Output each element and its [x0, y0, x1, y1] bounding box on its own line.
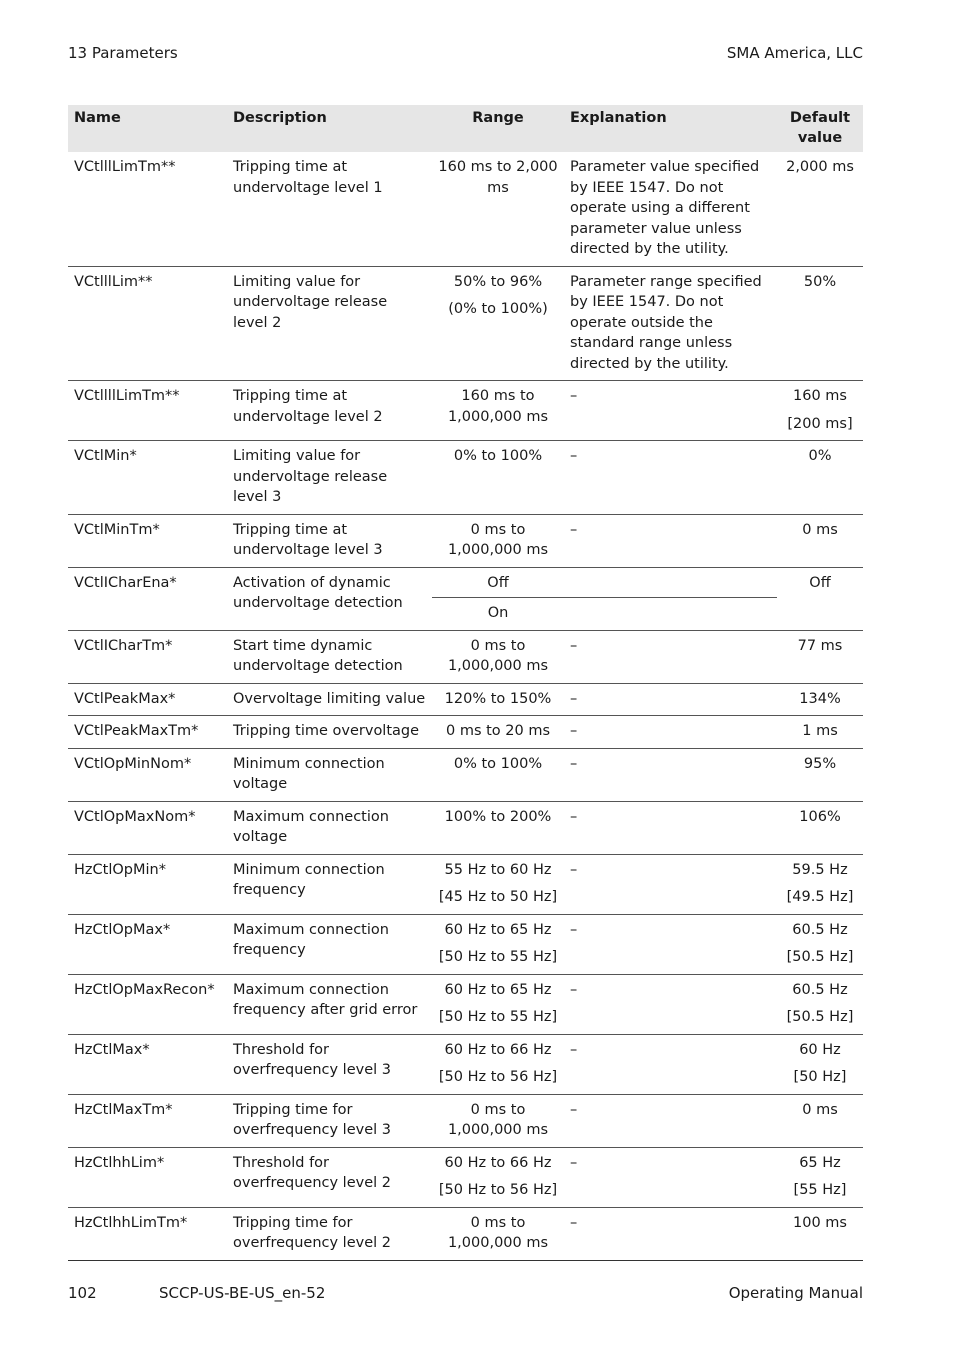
param-default-secondary: [55 Hz] — [793, 1182, 847, 1198]
param-range-primary: 60 Hz to 66 Hz — [444, 1041, 552, 1058]
param-range-primary: 100% to 200% — [444, 808, 552, 825]
param-name: VCtlICharEna* — [68, 567, 227, 630]
param-range-secondary: [50 Hz to 55 Hz] — [438, 949, 558, 965]
param-default — [777, 914, 863, 974]
param-option-off-explanation — [564, 567, 777, 598]
param-default — [777, 381, 863, 441]
page-header-section: 13 Parameters — [68, 44, 178, 62]
param-default-primary: 106% — [799, 808, 841, 825]
param-range-primary: 0 ms to 1,000,000 ms — [447, 521, 549, 558]
table-row — [68, 716, 863, 749]
param-default-primary: 95% — [803, 755, 837, 772]
param-explanation: – — [564, 1207, 777, 1260]
param-range — [432, 1034, 564, 1094]
param-default-primary: 60.5 Hz — [792, 981, 848, 998]
param-name: HzCtlOpMaxRecon* — [68, 974, 227, 1034]
table-row — [68, 266, 863, 381]
param-range — [432, 441, 564, 515]
param-default-primary: 1 ms — [802, 723, 838, 739]
param-name: VCtlPeakMaxTm* — [68, 716, 227, 749]
param-range-primary: 60 Hz to 65 Hz — [444, 981, 552, 998]
param-explanation: – — [564, 716, 777, 749]
param-range-primary: 0 ms to 1,000,000 ms — [447, 1214, 549, 1251]
param-range-secondary: [50 Hz to 56 Hz] — [438, 1069, 558, 1085]
param-description: Maximum connection voltage — [227, 801, 432, 854]
param-default-secondary: [50.5 Hz] — [786, 949, 854, 965]
param-range — [432, 716, 564, 749]
param-range — [432, 630, 564, 683]
param-default — [777, 683, 863, 716]
param-explanation: – — [564, 914, 777, 974]
param-name: VCtlMin* — [68, 441, 227, 515]
param-default-primary: 59.5 Hz — [792, 861, 848, 878]
table-row — [68, 1147, 863, 1207]
param-default — [777, 266, 863, 381]
param-name: VCtlllLim** — [68, 266, 227, 381]
param-name: HzCtlhhLimTm* — [68, 1207, 227, 1260]
param-name: VCtlOpMinNom* — [68, 748, 227, 801]
param-name: VCtlOpMaxNom* — [68, 801, 227, 854]
document-code: SCCP-US-BE-US_en-52 — [159, 1284, 326, 1302]
table-row — [68, 1094, 863, 1147]
param-default — [777, 1034, 863, 1094]
param-range-primary: 160 ms to 1,000,000 ms — [447, 388, 549, 425]
table-header-row — [68, 105, 863, 152]
table-row — [68, 1034, 863, 1094]
param-description: Minimum connection frequency — [227, 854, 432, 914]
param-name: HzCtlMax* — [68, 1034, 227, 1094]
param-explanation: – — [564, 748, 777, 801]
param-explanation: – — [564, 974, 777, 1034]
param-name: HzCtlOpMin* — [68, 854, 227, 914]
param-default-primary: 134% — [799, 690, 841, 707]
param-name: HzCtlOpMax* — [68, 914, 227, 974]
param-description: Tripping time at undervoltage level 2 — [227, 381, 432, 441]
param-name: VCtllllLimTm** — [68, 381, 227, 441]
parameters-table — [68, 105, 863, 1261]
page-header-company: SMA America, LLC — [726, 44, 863, 62]
param-default — [777, 441, 863, 515]
param-default-primary: 65 Hz — [799, 1154, 841, 1171]
param-description: Activation of dynamic undervoltage detection — [227, 567, 432, 630]
header-explanation: Explanation — [564, 105, 777, 152]
param-default — [777, 1207, 863, 1260]
param-description: Maximum connection frequency — [227, 914, 432, 974]
param-default — [777, 854, 863, 914]
param-explanation: – — [564, 1094, 777, 1147]
param-range-primary: 55 Hz to 60 Hz — [444, 861, 552, 878]
table-row — [68, 152, 863, 266]
table-row — [68, 1207, 863, 1260]
param-range-primary: 0% to 100% — [453, 755, 543, 772]
param-range-primary: 0 ms to 1,000,000 ms — [447, 1101, 549, 1138]
param-description: Minimum connection voltage — [227, 748, 432, 801]
param-range — [432, 683, 564, 716]
param-range-primary: 0 ms to 1,000,000 ms — [447, 637, 549, 674]
param-name: VCtlICharTm* — [68, 630, 227, 683]
table-row — [68, 974, 863, 1034]
param-default — [777, 514, 863, 567]
param-default — [777, 801, 863, 854]
param-range — [432, 1094, 564, 1147]
table-row — [68, 567, 863, 598]
table-row — [68, 381, 863, 441]
param-default-primary: 2,000 ms — [786, 159, 854, 175]
param-option-on-explanation — [564, 598, 777, 631]
param-range — [432, 801, 564, 854]
param-explanation: – — [564, 441, 777, 515]
param-default-primary: 77 ms — [797, 637, 843, 654]
param-default — [777, 716, 863, 749]
param-description: Tripping time for overfrequency level 2 — [227, 1207, 432, 1260]
param-description: Threshold for overfrequency level 2 — [227, 1147, 432, 1207]
param-description: Threshold for overfrequency level 3 — [227, 1034, 432, 1094]
param-description: Tripping time overvoltage — [227, 716, 432, 749]
param-explanation: – — [564, 630, 777, 683]
param-default-primary: 0 ms — [802, 521, 838, 538]
param-option-on: On — [432, 598, 564, 631]
param-name: HzCtlhhLim* — [68, 1147, 227, 1207]
param-default-primary: 160 ms — [793, 388, 847, 404]
param-default — [777, 1147, 863, 1207]
param-range-primary: 160 ms to 2,000 ms — [438, 159, 558, 196]
param-range-primary: 60 Hz to 65 Hz — [444, 921, 552, 938]
table-row — [68, 683, 863, 716]
param-description: Tripping time for overfrequency level 3 — [227, 1094, 432, 1147]
param-default: Off — [777, 567, 863, 630]
param-explanation: – — [564, 514, 777, 567]
param-range-primary: 120% to 150% — [444, 690, 552, 707]
param-default-primary: 0% — [808, 448, 832, 464]
param-range — [432, 266, 564, 381]
param-default — [777, 630, 863, 683]
param-name: VCtlPeakMax* — [68, 683, 227, 716]
header-range: Range — [432, 105, 564, 152]
param-range-secondary: [50 Hz to 56 Hz] — [438, 1182, 558, 1198]
table-row — [68, 801, 863, 854]
param-name: VCtlMinTm* — [68, 514, 227, 567]
param-range-secondary: (0% to 100%) — [448, 301, 548, 317]
param-default-secondary: [49.5 Hz] — [786, 889, 854, 905]
param-range — [432, 1147, 564, 1207]
param-range — [432, 974, 564, 1034]
param-default-primary: 60.5 Hz — [792, 921, 848, 938]
table-row — [68, 630, 863, 683]
param-default — [777, 748, 863, 801]
param-range — [432, 381, 564, 441]
param-default-primary: 50% — [803, 273, 837, 290]
param-description: Tripping time at undervoltage level 1 — [227, 152, 432, 266]
param-range-primary: 0 ms to 20 ms — [445, 723, 551, 739]
param-explanation: – — [564, 683, 777, 716]
param-default-secondary: [200 ms] — [787, 415, 853, 432]
param-description: Start time dynamic undervoltage detection — [227, 630, 432, 683]
param-description: Overvoltage limiting value — [227, 683, 432, 716]
param-explanation: – — [564, 854, 777, 914]
param-range-primary: 50% to 96% — [453, 273, 543, 290]
header-description: Description — [227, 105, 432, 152]
param-description: Limiting value for undervoltage release level 2 — [227, 266, 432, 381]
param-range — [432, 748, 564, 801]
param-range — [432, 1207, 564, 1260]
param-range — [432, 152, 564, 266]
param-option-off: Off — [432, 567, 564, 598]
param-name: VCtlllLimTm** — [68, 152, 227, 266]
param-range — [432, 914, 564, 974]
header-name: Name — [68, 105, 227, 152]
param-range — [432, 514, 564, 567]
param-range-primary: 60 Hz to 66 Hz — [444, 1154, 552, 1171]
param-default-secondary: [50 Hz] — [793, 1069, 847, 1085]
param-default — [777, 974, 863, 1034]
param-explanation: – — [564, 381, 777, 441]
page-number: 102 — [68, 1284, 97, 1302]
table-row — [68, 854, 863, 914]
param-default — [777, 1094, 863, 1147]
param-explanation: Parameter range specified by IEEE 1547. Do not operate outside the standard range unless directed by the utility. — [564, 266, 777, 381]
param-default — [777, 152, 863, 266]
param-description: Limiting value for undervoltage release level 3 — [227, 441, 432, 515]
param-default-primary: 60 Hz — [799, 1041, 841, 1058]
param-name: HzCtlMaxTm* — [68, 1094, 227, 1147]
table-row — [68, 441, 863, 515]
param-default-primary: 0 ms — [802, 1101, 838, 1118]
table-row — [68, 914, 863, 974]
param-description: Maximum connection frequency after grid error — [227, 974, 432, 1034]
param-range-primary: 0% to 100% — [453, 448, 543, 464]
param-explanation: – — [564, 1147, 777, 1207]
param-range — [432, 854, 564, 914]
param-range-secondary: [45 Hz to 50 Hz] — [438, 889, 558, 905]
param-explanation: – — [564, 1034, 777, 1094]
param-description: Tripping time at undervoltage level 3 — [227, 514, 432, 567]
param-explanation: Parameter value specified by IEEE 1547. Do not operate using a different parameter value unless directed by the utility. — [564, 152, 777, 266]
param-range-secondary: [50 Hz to 55 Hz] — [438, 1009, 558, 1025]
table-row — [68, 514, 863, 567]
param-default-primary: 100 ms — [793, 1214, 847, 1231]
param-default-secondary: [50.5 Hz] — [786, 1009, 854, 1025]
table-row — [68, 748, 863, 801]
document-type: Operating Manual — [728, 1284, 863, 1302]
param-explanation: – — [564, 801, 777, 854]
header-default-value: Default value — [777, 105, 863, 152]
